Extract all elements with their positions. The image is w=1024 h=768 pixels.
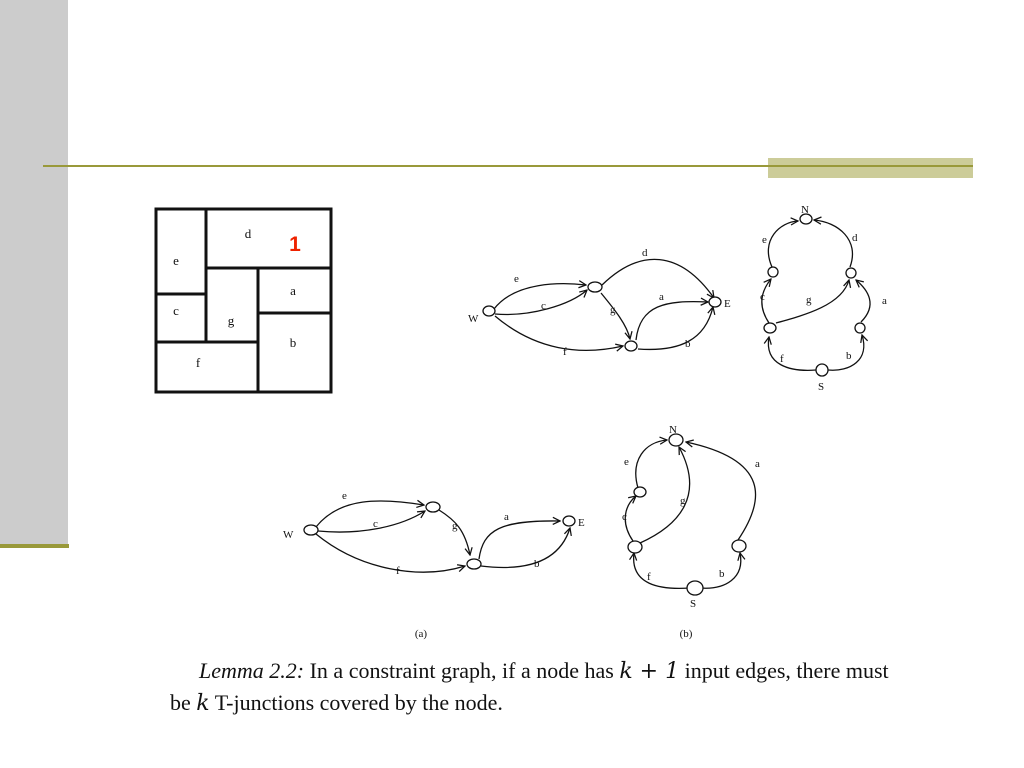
edge-b — [638, 307, 713, 349]
edge-label-f: f — [563, 346, 567, 358]
edge-e — [316, 501, 424, 527]
edge-label-c: c — [373, 518, 378, 530]
edge-f — [316, 534, 465, 572]
node-3 — [732, 540, 746, 552]
node-s — [687, 581, 703, 595]
room-label-b: b — [289, 335, 297, 350]
edge-label-g: g — [680, 495, 686, 507]
edge-b — [481, 528, 570, 567]
edge-g — [776, 280, 849, 323]
edge-label-e: e — [514, 273, 519, 285]
node-1 — [634, 487, 646, 497]
edge-label-a: a — [659, 291, 664, 303]
edge-e — [768, 221, 798, 267]
vertical-graph-b — [622, 424, 760, 640]
edge-label-g: g — [806, 294, 812, 306]
edge-a — [479, 521, 560, 559]
node-label-s: S — [818, 381, 825, 393]
floorplan-outline — [156, 209, 331, 392]
node-3 — [764, 323, 776, 333]
node-label-n: N — [801, 204, 809, 216]
edge-label-a: a — [504, 511, 509, 523]
edge-g — [601, 293, 630, 339]
edge-label-e: e — [342, 490, 347, 502]
horizontal-graph-a — [283, 490, 585, 640]
room-label-g: g — [227, 313, 235, 328]
horizontal-graph-top — [468, 247, 731, 358]
edge-label-c: c — [541, 300, 546, 312]
node-s — [816, 364, 828, 376]
edge-label-c: c — [622, 511, 627, 523]
edge-label-g: g — [452, 520, 458, 532]
panel-label-b: (b) — [679, 628, 693, 640]
room-label-f: f — [195, 355, 201, 370]
node-2 — [467, 559, 481, 569]
edge-g — [439, 510, 470, 555]
edge-c — [318, 511, 425, 532]
lemma-tag: Lemma 2.2: — [199, 658, 305, 683]
node-2 — [625, 341, 637, 351]
room-label-a: a — [290, 283, 296, 298]
node-e — [563, 516, 575, 526]
edge-e — [494, 284, 586, 309]
room-label-d: d — [244, 226, 252, 241]
edge-label-a: a — [882, 295, 887, 307]
lemma-math-2: k — [196, 691, 210, 716]
edge-label-f: f — [647, 571, 651, 583]
node-label-e: E — [724, 298, 731, 310]
edge-d — [602, 259, 714, 298]
edge-label-d: d — [642, 247, 648, 259]
edge-a — [636, 302, 708, 340]
edge-f — [495, 316, 623, 350]
edge-f — [768, 337, 816, 370]
lemma-caption — [170, 655, 890, 719]
room-label-c: c — [173, 303, 179, 318]
node-4 — [855, 323, 865, 333]
edge-a — [686, 442, 756, 540]
edge-label-e: e — [762, 234, 767, 246]
edge-label-a: a — [755, 458, 760, 470]
edge-label-b: b — [719, 568, 725, 580]
node-1 — [768, 267, 778, 277]
node-1 — [426, 502, 440, 512]
panel-label-a: (a) — [414, 628, 428, 640]
lemma-math-1: k + 1 — [619, 659, 680, 684]
floorplan-diagram — [156, 209, 331, 392]
edge-e — [636, 440, 667, 488]
edge-label-d: d — [852, 232, 858, 244]
edge-label-b: b — [685, 338, 691, 350]
edge-label-f: f — [780, 353, 784, 365]
edge-label-e: e — [624, 456, 629, 468]
room-marker-1: 1 — [289, 233, 301, 256]
lemma-text-3: T-junctions covered by the node. — [214, 690, 503, 715]
edge-a — [856, 280, 870, 322]
vertical-graph-top — [760, 204, 887, 393]
node-w — [483, 306, 495, 316]
edge-label-c: c — [760, 291, 765, 303]
node-2 — [846, 268, 856, 278]
node-1 — [588, 282, 602, 292]
edge-label-g: g — [610, 304, 616, 316]
node-label-s: S — [690, 598, 697, 610]
edge-d — [814, 220, 852, 267]
lemma-text-2: input edges, there must be — [170, 658, 889, 715]
room-label-e: e — [173, 253, 179, 268]
lemma-text-1: In a constraint graph, if a node has — [309, 658, 614, 683]
node-label-w: W — [283, 529, 294, 541]
node-e — [709, 297, 721, 307]
edge-label-b: b — [534, 558, 540, 570]
node-label-w: W — [468, 313, 479, 325]
edge-f — [634, 553, 690, 588]
node-label-e: E — [578, 517, 585, 529]
node-label-n: N — [669, 424, 677, 436]
edge-label-f: f — [396, 565, 400, 577]
edge-label-b: b — [846, 350, 852, 362]
node-w — [304, 525, 318, 535]
node-2 — [628, 541, 642, 553]
